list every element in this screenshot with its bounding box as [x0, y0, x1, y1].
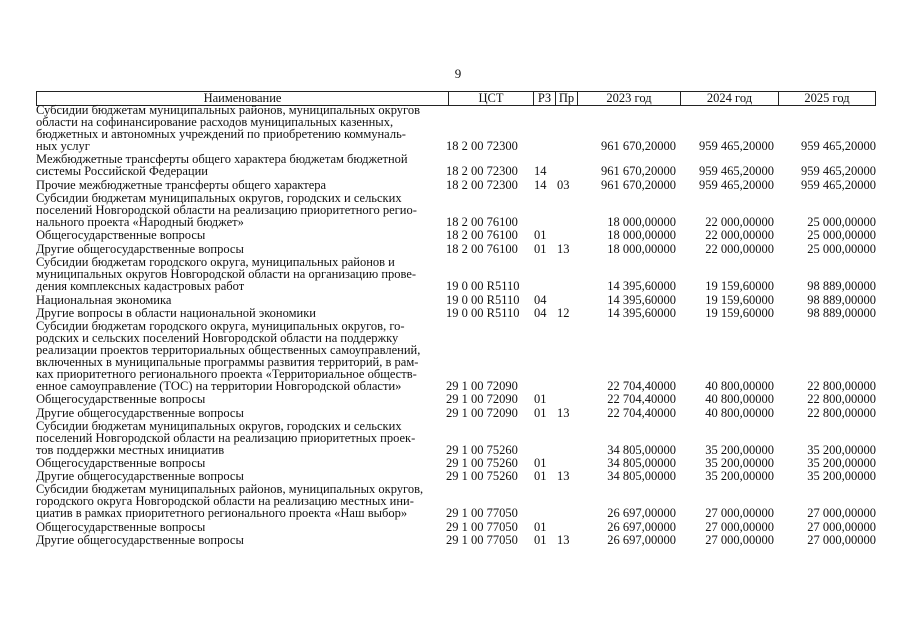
- table-row: [36, 420, 886, 456]
- table-row: [36, 256, 886, 292]
- row-values: [36, 179, 886, 191]
- row-2025: 35 200,00000: [807, 469, 876, 483]
- row-cst: 18 2 00 76100: [446, 228, 518, 242]
- row-2024: 19 159,60000: [705, 279, 774, 293]
- row-values: [36, 534, 886, 546]
- row-cst: 29 1 00 75260: [446, 469, 518, 483]
- column-header-cst: ЦСТ: [448, 92, 533, 105]
- row-2024: 959 465,20000: [699, 139, 774, 153]
- row-2023: 22 704,40000: [607, 406, 676, 420]
- row-2023: 14 395,60000: [607, 293, 676, 307]
- row-cst: 19 0 00 R5110: [446, 293, 520, 307]
- row-values: [36, 294, 886, 306]
- row-values: [36, 307, 886, 319]
- row-2024: 40 800,00000: [705, 379, 774, 393]
- row-2024: 40 800,00000: [705, 406, 774, 420]
- row-name: Субсидии бюджетам муниципальных округов, городских и сельских поселений Новгородской области на реализацию приоритетного регио- нального проекта «Народный бюджет»: [36, 191, 417, 229]
- row-name: Общегосударственные вопросы: [36, 456, 206, 470]
- row-2023: 22 704,40000: [607, 379, 676, 393]
- row-2025: 959 465,20000: [801, 139, 876, 153]
- row-2025: 22 800,00000: [807, 406, 876, 420]
- table-row: [36, 243, 886, 255]
- row-rz: 04: [534, 306, 547, 320]
- row-pr: 03: [557, 178, 570, 192]
- row-cst: 18 2 00 76100: [446, 215, 518, 229]
- row-cst: 29 1 00 72090: [446, 379, 518, 393]
- row-2025: 25 000,00000: [807, 242, 876, 256]
- row-name: Общегосударственные вопросы: [36, 392, 206, 406]
- row-2025: 35 200,00000: [807, 443, 876, 457]
- row-name: Субсидии бюджетам городского округа, муниципальных районов и муниципальных округов Новгородской области на организацию прове- дения комплексных кадастровых работ: [36, 255, 417, 293]
- table-row: [36, 534, 886, 546]
- row-2024: 19 159,60000: [705, 293, 774, 307]
- row-2023: 26 697,00000: [607, 506, 676, 520]
- row-values: [36, 521, 886, 533]
- column-header-pr: Пр: [555, 92, 577, 105]
- row-rz: 01: [534, 533, 547, 547]
- row-name: Субсидии бюджетам муниципальных районов, муниципальных округов, городского округа Новгородской области на реализацию местных ини- циатив в рамках приоритетного регионального проекта «Наш выбор»: [36, 482, 424, 520]
- page-number: 9: [454, 66, 462, 81]
- table-row: [36, 192, 886, 228]
- table-row: [36, 294, 886, 306]
- row-values: [36, 140, 886, 152]
- row-2025: 27 000,00000: [807, 506, 876, 520]
- row-2023: 26 697,00000: [607, 533, 676, 547]
- row-values: [36, 470, 886, 482]
- row-name: Общегосударственные вопросы: [36, 228, 206, 242]
- row-2024: 19 159,60000: [705, 306, 774, 320]
- row-name: Другие общегосударственные вопросы: [36, 469, 244, 483]
- row-name: Национальная экономика: [36, 293, 172, 307]
- row-2024: 27 000,00000: [705, 533, 774, 547]
- table-row: [36, 320, 886, 392]
- row-cst: 18 2 00 72300: [446, 164, 518, 178]
- row-values: [36, 216, 886, 228]
- column-header-2025: 2025 год: [778, 92, 875, 105]
- row-values: [36, 457, 886, 469]
- row-name: Субсидии бюджетам городского округа, муниципальных округов, го- родских и сельских поселений Новгородской области на поддержку реализации проектов территориальных общественных самоуправлений, включенных в муниципальные программы развития территорий, в рам- ках приоритетного регионального проекта «Территориальное обществ- енное самоуправление (ТОС) на территории Новгородской области»: [36, 319, 421, 393]
- row-2023: 14 395,60000: [607, 306, 676, 320]
- row-cst: 29 1 00 77050: [446, 533, 518, 547]
- row-name: Другие общегосударственные вопросы: [36, 406, 244, 420]
- row-values: [36, 507, 886, 519]
- row-cst: 29 1 00 75260: [446, 456, 518, 470]
- table-row: [36, 104, 886, 152]
- table-row: [36, 521, 886, 533]
- column-header-name: Наименование: [203, 91, 282, 105]
- row-2023: 961 670,20000: [601, 178, 676, 192]
- table-row: [36, 229, 886, 241]
- budget-table-body: [36, 104, 886, 546]
- row-2025: 22 800,00000: [807, 379, 876, 393]
- row-values: [36, 280, 886, 292]
- row-cst: 19 0 00 R5110: [446, 306, 520, 320]
- row-2025: 98 889,00000: [807, 306, 876, 320]
- row-2024: 22 000,00000: [705, 242, 774, 256]
- row-pr: 13: [557, 469, 570, 483]
- row-2025: 98 889,00000: [807, 293, 876, 307]
- row-2025: 959 465,20000: [801, 164, 876, 178]
- row-name: Другие общегосударственные вопросы: [36, 533, 244, 547]
- row-2024: 22 000,00000: [705, 215, 774, 229]
- row-2024: 35 200,00000: [705, 469, 774, 483]
- row-2023: 34 805,00000: [607, 469, 676, 483]
- row-cst: 29 1 00 72090: [446, 406, 518, 420]
- row-2024: 40 800,00000: [705, 392, 774, 406]
- row-cst: 18 2 00 76100: [446, 242, 518, 256]
- table-row: [36, 457, 886, 469]
- row-cst: 29 1 00 72090: [446, 392, 518, 406]
- row-rz: 14: [534, 164, 547, 178]
- row-2023: 22 704,40000: [607, 392, 676, 406]
- row-2023: 34 805,00000: [607, 443, 676, 457]
- table-row: [36, 153, 886, 177]
- row-cst: 18 2 00 72300: [446, 139, 518, 153]
- row-pr: 12: [557, 306, 570, 320]
- row-2023: 14 395,60000: [607, 279, 676, 293]
- row-2025: 959 465,20000: [801, 178, 876, 192]
- row-2025: 22 800,00000: [807, 392, 876, 406]
- row-values: [36, 393, 886, 405]
- row-name: Другие общегосударственные вопросы: [36, 242, 244, 256]
- row-values: [36, 380, 886, 392]
- column-header-rz: РЗ: [533, 92, 555, 105]
- row-2023: 18 000,00000: [607, 215, 676, 229]
- row-values: [36, 444, 886, 456]
- row-rz: 01: [534, 520, 547, 534]
- row-2023: 18 000,00000: [607, 242, 676, 256]
- row-pr: 13: [557, 242, 570, 256]
- row-2025: 27 000,00000: [807, 520, 876, 534]
- row-2024: 35 200,00000: [705, 443, 774, 457]
- row-cst: 29 1 00 77050: [446, 506, 518, 520]
- row-2023: 961 670,20000: [601, 139, 676, 153]
- row-rz: 01: [534, 228, 547, 242]
- column-header-2024: 2024 год: [680, 92, 778, 105]
- row-rz: 01: [534, 406, 547, 420]
- table-row: [36, 307, 886, 319]
- row-2023: 961 670,20000: [601, 164, 676, 178]
- row-rz: 01: [534, 469, 547, 483]
- row-name: Прочие межбюджетные трансферты общего характера: [36, 178, 327, 192]
- row-2025: 25 000,00000: [807, 228, 876, 242]
- row-pr: 13: [557, 406, 570, 420]
- row-values: [36, 243, 886, 255]
- row-values: [36, 229, 886, 241]
- row-2024: 27 000,00000: [705, 506, 774, 520]
- row-cst: 18 2 00 72300: [446, 178, 518, 192]
- row-2023: 26 697,00000: [607, 520, 676, 534]
- row-2025: 35 200,00000: [807, 456, 876, 470]
- table-row: [36, 470, 886, 482]
- table-row: [36, 483, 886, 519]
- table-row: [36, 179, 886, 191]
- table-row: [36, 407, 886, 419]
- row-2024: 35 200,00000: [705, 456, 774, 470]
- row-2024: 22 000,00000: [705, 228, 774, 242]
- row-rz: 01: [534, 456, 547, 470]
- row-2025: 98 889,00000: [807, 279, 876, 293]
- row-rz: 04: [534, 293, 547, 307]
- row-rz: 01: [534, 242, 547, 256]
- row-2023: 18 000,00000: [607, 228, 676, 242]
- row-cst: 19 0 00 R5110: [446, 279, 520, 293]
- row-cst: 29 1 00 75260: [446, 443, 518, 457]
- column-header-2023: 2023 год: [577, 92, 680, 105]
- row-values: [36, 407, 886, 419]
- row-2023: 34 805,00000: [607, 456, 676, 470]
- row-name: Общегосударственные вопросы: [36, 520, 206, 534]
- row-rz: 01: [534, 392, 547, 406]
- row-name: Межбюджетные трансферты общего характера бюджетам бюджетной системы Российской Федерации: [36, 152, 408, 178]
- row-2024: 959 465,20000: [699, 178, 774, 192]
- table-row: [36, 393, 886, 405]
- row-2024: 959 465,20000: [699, 164, 774, 178]
- row-name: Субсидии бюджетам муниципальных округов, городских и сельских поселений Новгородской области на реализацию приоритетных проек- тов поддержки местных инициатив: [36, 419, 416, 457]
- row-values: [36, 165, 886, 177]
- row-2025: 25 000,00000: [807, 215, 876, 229]
- row-name: Другие вопросы в области национальной экономики: [36, 306, 316, 320]
- row-2025: 27 000,00000: [807, 533, 876, 547]
- row-cst: 29 1 00 77050: [446, 520, 518, 534]
- row-rz: 14: [534, 178, 547, 192]
- row-2024: 27 000,00000: [705, 520, 774, 534]
- row-name: Субсидии бюджетам муниципальных районов, муниципальных округов области на софинансирование расходов муниципальных казенных, бюджетных и автономных учреждений по приобретению коммуналь- ных услуг: [36, 103, 421, 153]
- row-pr: 13: [557, 533, 570, 547]
